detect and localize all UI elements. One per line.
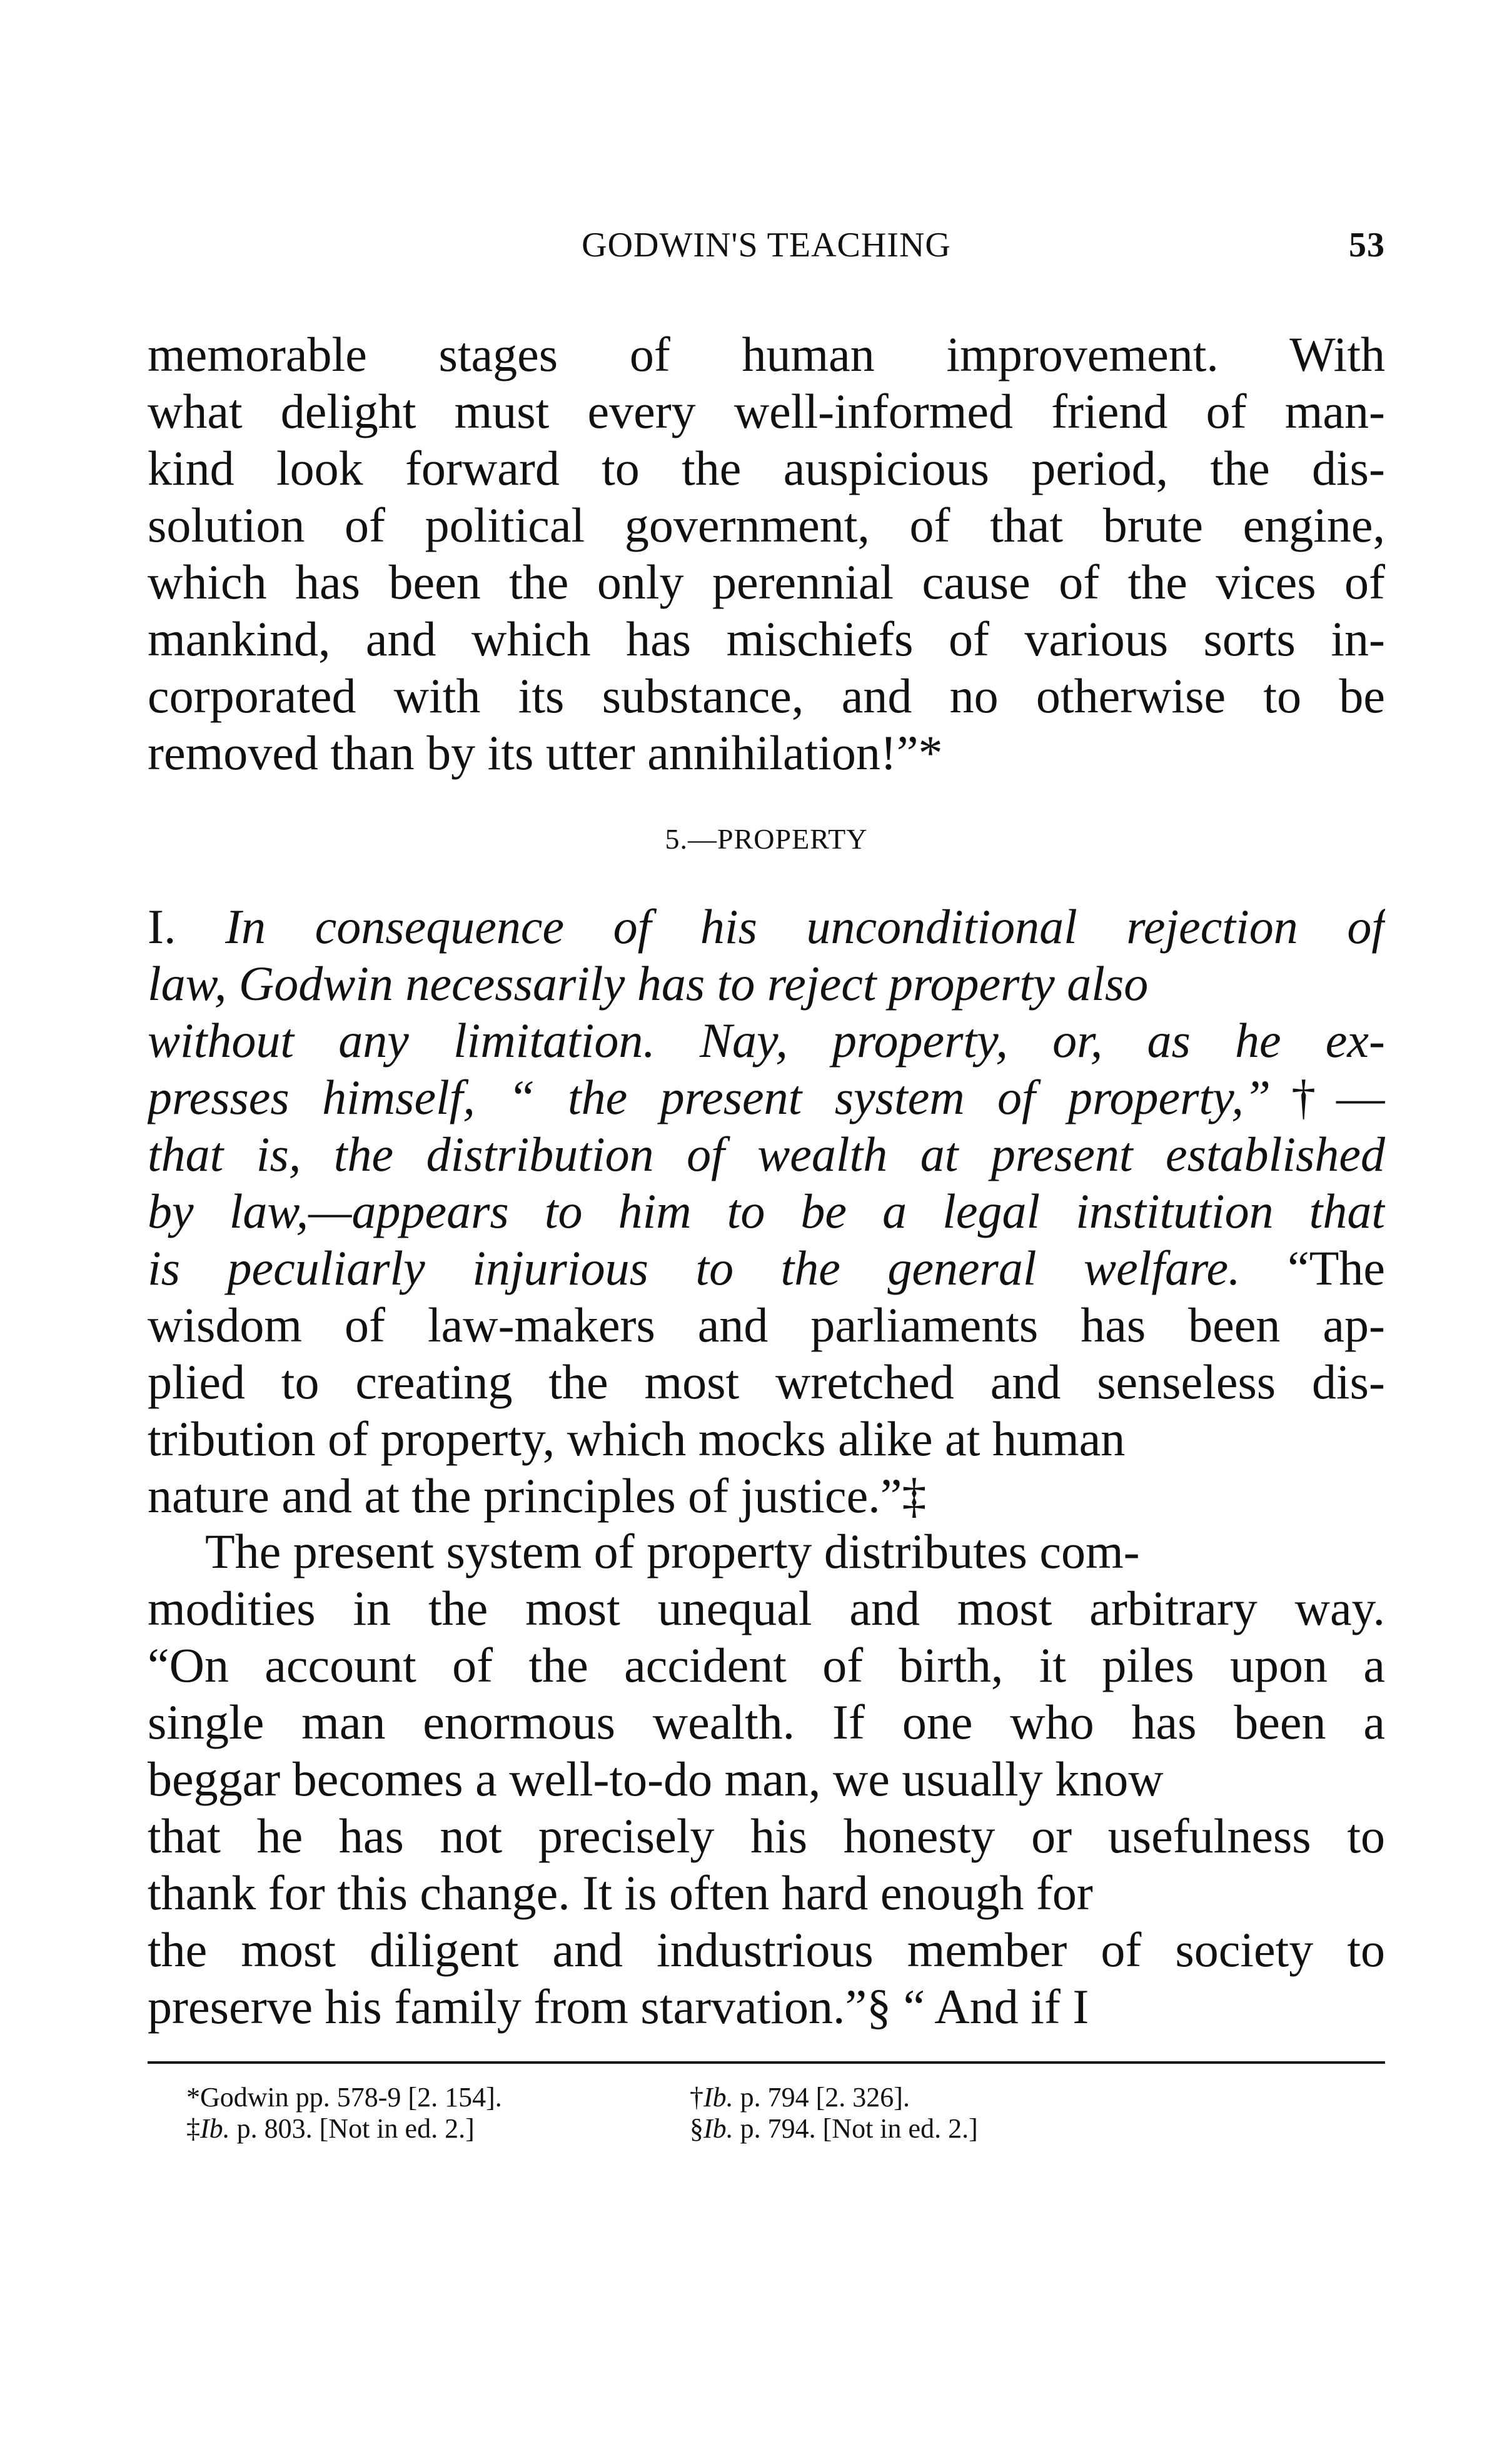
italic-text: In consequence of his unconditional rejection of bbox=[225, 899, 1385, 954]
text-segment: the most diligent and industrious member of society to bbox=[148, 1922, 1385, 1977]
footnote-text: Godwin pp. 578-9 [2. 154]. bbox=[200, 2082, 502, 2113]
text-line bbox=[148, 1410, 1385, 1467]
text-segment: “The bbox=[1240, 1241, 1385, 1295]
text-segment: modities in the most unequal and most arbitrary way. bbox=[148, 1581, 1385, 1635]
text-segment: kind look forward to the auspicious period, the dis- bbox=[148, 441, 1385, 495]
text-segment: The present system of property distributes com- bbox=[205, 1524, 1140, 1578]
text-segment: tribution of property, which mocks alike at human bbox=[148, 1411, 1126, 1466]
footnote-text: p. 794 [2. 326]. bbox=[733, 2082, 910, 2113]
text-line bbox=[148, 1012, 1385, 1069]
text-segment: solution of political government, of that brute engine, bbox=[148, 498, 1385, 552]
italic-text: is peculiarly injurious to the general welfare. bbox=[148, 1241, 1241, 1295]
running-title: GODWIN'S TEACHING bbox=[582, 226, 951, 265]
text-line bbox=[148, 1353, 1385, 1410]
text-segment: removed than by its utter annihilation!”* bbox=[148, 725, 943, 780]
footnote-mark: ‡ bbox=[186, 2113, 200, 2144]
text-line bbox=[148, 1694, 1385, 1750]
text-segment: which has been the only perennial cause of the vices of bbox=[148, 555, 1385, 609]
paragraph-continued bbox=[148, 326, 1385, 781]
text-line bbox=[148, 1750, 1385, 1807]
footnote-1 bbox=[186, 2081, 502, 2113]
text-segment: preserve his family from starvation.”§ “ And if I bbox=[148, 1979, 1089, 2034]
text-segment: beggar becomes a well-to-do man, we usually know bbox=[148, 1752, 1164, 1806]
page-number: 53 bbox=[1349, 226, 1385, 265]
text-segment: that he has not precisely his honesty or usefulness to bbox=[148, 1809, 1385, 1863]
text-line bbox=[148, 440, 1385, 497]
text-line bbox=[148, 1467, 1385, 1524]
footnote-ibid: Ib. bbox=[703, 2082, 733, 2113]
footnote-ibid: Ib. bbox=[200, 2113, 230, 2144]
footnote-4 bbox=[690, 2113, 978, 2144]
footnote-text: p. 803. [Not in ed. 2.] bbox=[229, 2113, 475, 2144]
text-segment: wisdom of law-makers and parliaments has been ap- bbox=[148, 1298, 1385, 1352]
footnote-mark: § bbox=[690, 2113, 703, 2144]
text-line bbox=[148, 1296, 1385, 1353]
text-segment: mankind, and which has mischiefs of various sorts in- bbox=[148, 612, 1385, 666]
footnote-divider bbox=[148, 2061, 1385, 2064]
text-line bbox=[148, 1978, 1385, 2035]
italic-text: that is, the distribution of wealth at present established bbox=[148, 1127, 1385, 1181]
text-line bbox=[148, 1921, 1385, 1978]
footnote-ibid: Ib. bbox=[703, 2113, 733, 2144]
italic-text: law, Godwin necessarily has to reject property also bbox=[148, 956, 1149, 1011]
text-line bbox=[148, 667, 1385, 724]
text-line bbox=[148, 610, 1385, 667]
text-line bbox=[148, 724, 1385, 781]
footnote-mark: † bbox=[690, 2082, 703, 2113]
text-line bbox=[148, 1637, 1385, 1694]
running-header bbox=[148, 225, 1385, 275]
text-segment: what delight must every well-informed friend of man- bbox=[148, 384, 1385, 438]
text-line bbox=[148, 497, 1385, 553]
italic-text: by law,—appears to him to be a legal institution that bbox=[148, 1184, 1385, 1238]
text-line bbox=[148, 1580, 1385, 1637]
text-line bbox=[148, 326, 1385, 383]
italic-text: presses himself, “ the present system of property,” bbox=[148, 1070, 1271, 1124]
text-line bbox=[148, 1183, 1385, 1240]
text-segment: “On account of the accident of birth, it piles upon a bbox=[148, 1638, 1385, 1692]
text-line bbox=[148, 1864, 1385, 1921]
text-line bbox=[148, 955, 1385, 1012]
text-segment: memorable stages of human improvement. With bbox=[148, 327, 1385, 381]
text-segment: corporated with its substance, and no otherwise to be bbox=[148, 669, 1385, 723]
paragraph-property-intro bbox=[148, 898, 1385, 1524]
text-line bbox=[148, 1240, 1385, 1296]
text-segment: plied to creating the most wretched and senseless dis- bbox=[148, 1355, 1385, 1409]
text-segment: I. bbox=[148, 899, 226, 954]
footnote-2 bbox=[690, 2081, 910, 2113]
footnote-text: p. 794. [Not in ed. 2.] bbox=[733, 2113, 978, 2144]
text-line bbox=[148, 1069, 1385, 1126]
text-line bbox=[148, 1126, 1385, 1183]
text-line bbox=[148, 383, 1385, 440]
text-segment: nature and at the principles of justice.”‡ bbox=[148, 1468, 927, 1523]
footnote-mark: * bbox=[186, 2082, 200, 2113]
italic-text: without any limitation. Nay, property, or, as he ex- bbox=[148, 1013, 1385, 1068]
paragraph-present-system bbox=[148, 1523, 1385, 2035]
section-heading: 5.—PROPERTY bbox=[665, 823, 868, 855]
text-line bbox=[148, 1523, 1385, 1580]
text-segment: thank for this change. It is often hard enough for bbox=[148, 1866, 1093, 1920]
text-line bbox=[148, 1807, 1385, 1864]
text-line bbox=[148, 553, 1385, 610]
text-line bbox=[148, 898, 1385, 955]
text-segment: single man enormous wealth. If one who has been a bbox=[148, 1695, 1385, 1749]
text-segment: †— bbox=[1271, 1070, 1385, 1124]
footnote-3 bbox=[186, 2113, 475, 2144]
